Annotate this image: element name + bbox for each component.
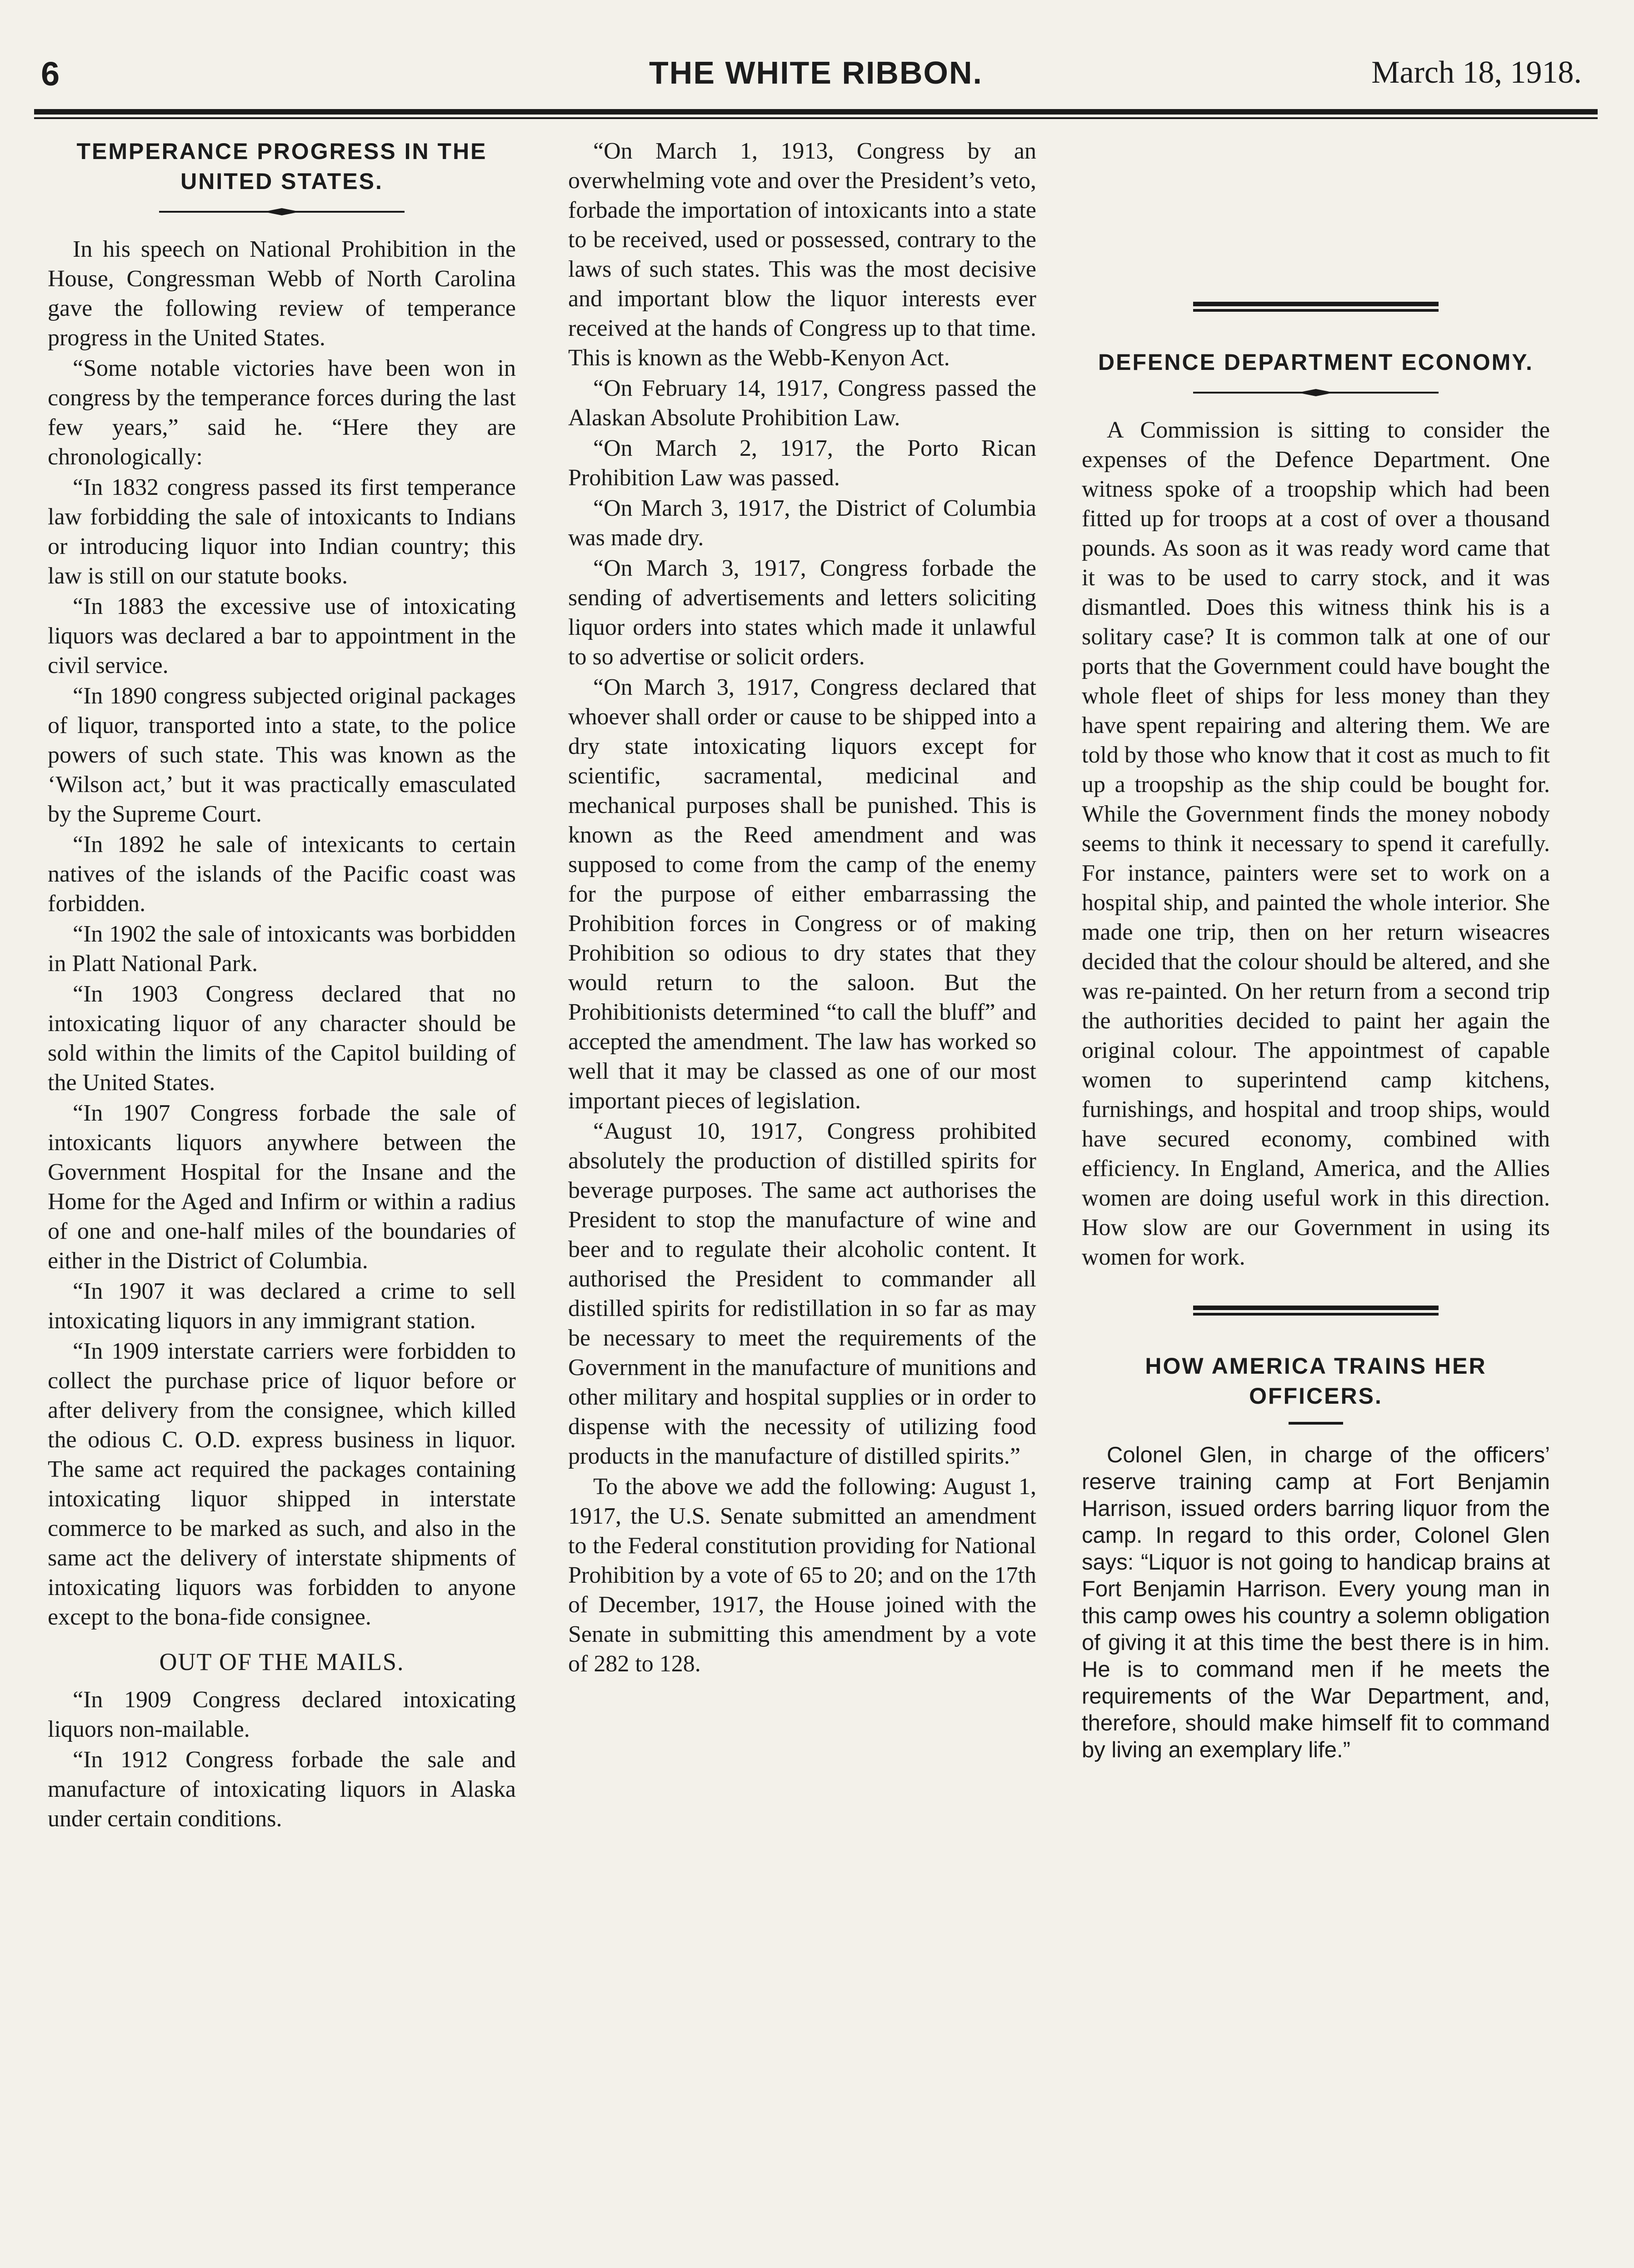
paragraph: “In 1903 Congress declared that no intoxicating liquor of any character should be sold within the limits of the Capitol building of the United States. bbox=[48, 981, 516, 1096]
article-heading-defence: DEFENCE DEPARTMENT ECONOMY. bbox=[1098, 349, 1534, 375]
issue-date: March 18, 1918. bbox=[1371, 55, 1582, 90]
paragraph: “In 1902 the sale of intoxicants was borbidden in Platt National Park. bbox=[48, 921, 516, 977]
paragraph: “Some notable victories have been won in congress by the temperance forces during the last few years,” said he. “Here they are chronologically: bbox=[48, 355, 516, 470]
section-separator bbox=[1193, 300, 1439, 315]
section-separator bbox=[1193, 1304, 1439, 1319]
paragraph: “In 1907 it was declared a crime to sell intoxicating liquors in any immigrant station. bbox=[48, 1278, 516, 1334]
article-america-body bbox=[1082, 1442, 1550, 1764]
paragraph: “August 10, 1917, Congress prohibited absolutely the production of distilled spirits for beverage purposes. The same act authorises the President to stop the manufacture of wine and beer and to regulate their alcoholic content. It authorised the President to commander all distilled spirits for redistillation in so far as may be necessary to meet the requirements of the Government in the manufacture of munitions and other military and hospital supplies or in order to dispense with the necessity of utilizing food products in the manufacture of distilled spirits.” bbox=[568, 1118, 1036, 1469]
column-3 bbox=[1082, 136, 1550, 1765]
paragraph: “In 1909 Congress declared intoxicating liquors non-mailable. bbox=[48, 1687, 516, 1742]
paragraph: “On February 14, 1917, Congress passed the Alaskan Absolute Prohibition Law. bbox=[568, 375, 1036, 431]
column-1 bbox=[48, 136, 516, 1834]
masthead-rule bbox=[34, 109, 1598, 115]
publication-title: THE WHITE RIBBON. bbox=[649, 55, 983, 90]
paragraph: “In 1892 he sale of intexicants to certain natives of the islands of the Pacific coast was forbidden. bbox=[48, 832, 516, 917]
paragraph: “On March 3, 1917, Congress declared that whoever shall order or cause to be shipped into a dry state intoxicating liquors except for scientific, sacramental, medicinal and mechanical purposes shall be punished. This is known as the Reed amendment and was supposed to come from the camp of the enemy for the purpose of either embarrassing the Prohibition forces in Congress or of making Prohibition so odious to dry states that they would return to the saloon. But the Prohibitionists determined “to call the bluff” and accepted the amendment. The law has worked so well that it may be classed as one of our most important pieces of legislation. bbox=[568, 674, 1036, 1114]
paragraph: “In 1907 Congress forbade the sale of intoxicants liquors anywhere between the Government Hospital for the Insane and the Home for the Aged and Infirm or within a radius of one and one-half miles of the boundaries of either in the District of Columbia. bbox=[48, 1100, 516, 1274]
ornament-divider bbox=[1193, 388, 1439, 397]
subheading-out-of-the-mails: OUT OF THE MAILS. bbox=[159, 1648, 405, 1675]
short-rule bbox=[1289, 1422, 1343, 1425]
paragraph: “In 1909 interstate carriers were forbidden to collect the purchase price of liquor before or after delivery from the consignee, which killed the odious C. O.D. express business in liquor. The same act required the packages containing intoxicating liquor shipped in interstate commerce to be marked as such, and also in the same act the delivery of interstate shipments of intoxicating liquors was forbidden to anyone except to the bona-fide consignee. bbox=[48, 1338, 516, 1630]
paragraph: “On March 3, 1917, Congress forbade the sending of advertisements and letters soliciting liquor orders into states which made it unlawful to so advertise or solicit orders. bbox=[568, 555, 1036, 670]
paragraph: “In 1890 congress subjected original packages of liquor, transported into a state, to the police powers of such state. This was known as the ‘Wilson act,’ but it was practically emasculated by the Supreme Court. bbox=[48, 683, 516, 827]
ornament-divider bbox=[159, 207, 405, 216]
paragraph: “On March 1, 1913, Congress by an overwhelming vote and over the President’s veto, forbade the importation of intoxicants into a state to be received, used or possessed, contrary to the laws of such states. This was the most decisive and important blow the liquor interests ever received at the hands of Congress up to that time. This is known as the Webb-Kenyon Act. bbox=[568, 138, 1036, 371]
paragraph: “In 1832 congress passed its first temperance law forbidding the sale of intoxicants to Indians or introducing liquor into Indian country; this law is still on our statute books. bbox=[48, 474, 516, 589]
column-2 bbox=[568, 136, 1036, 1680]
paragraph: “In 1912 Congress forbade the sale and manufacture of intoxicating liquors in Alaska under certain conditions. bbox=[48, 1747, 516, 1832]
paragraph: “In 1883 the excessive use of intoxicating liquors was declared a bar to appointment in the civil service. bbox=[48, 593, 516, 678]
paragraph: “On March 3, 1917, the District of Columbia was made dry. bbox=[568, 495, 1036, 551]
paragraph: “On March 2, 1917, the Porto Rican Prohibition Law was passed. bbox=[568, 435, 1036, 491]
paragraph: In his speech on National Prohibition in the House, Congressman Webb of North Carolina gave the following review of temperance progress in the United States. bbox=[48, 236, 516, 351]
paragraph: Colonel Glen, in charge of the officers’ reserve training camp at Fort Benjamin Harrison, issued orders barring liquor from the camp. In regard to this order, Colonel Glen says: “Liquor is not going to handicap brains at Fort Benjamin Harrison. Every young man in this camp owes his country a solemn obligation of giving it at this time the best there is in him. He is to command men if he meets the requirements of the War Department, and, therefore, should make himself fit to command by living an exemplary life.” bbox=[1082, 1443, 1550, 1762]
article-heading-temperance: TEMPERANCE PROGRESS IN THE UNITED STATES. bbox=[76, 139, 487, 194]
masthead-rule-thin bbox=[34, 117, 1598, 119]
article-heading-america: HOW AMERICA TRAINS HER OFFICERS. bbox=[1145, 1353, 1487, 1409]
masthead bbox=[32, 55, 1600, 105]
paragraph: To the above we add the following: August 1, 1917, the U.S. Senate submitted an amendment to the Federal constitution providing for National Prohibition by a vote of 65 to 20; and on the 17th of December, 1917, the House joined with the Senate in submitting this amendment by a vote of 282 to 128. bbox=[568, 1474, 1036, 1677]
paragraph: A Commission is sitting to consider the expenses of the Defence Department. One witness spoke of a troopship which had been fitted up for troops at a cost of over a thousand pounds. As soon as it was ready word came that it was to be used to carry stock, and it was dismantled. Does this witness think his is a solitary case? It is common talk at one of our ports that the Government could have bought the whole fleet of ships for less money than they have spent repairing and altering them. We are told by those who know that it cost as much to fit up a troopship as the ship could be bought for. While the Government finds the money nobody seems to think it necessary to spend it carefully. For instance, painters were set to work on a hospital ship, and painted the whole interior. She made one trip, then on her return wiseacres decided that the colour should be altered, and she was re-painted. On her return from a second trip the authorities decided to paint her again the original colour. The appointmest of capable women to superintend camp kitchens, furnishings, and hospital and troop ships, would have secured economy, combined with efficiency. In England, America, and the Allies women are doing useful work in this direction. How slow are our Government in using its women for work. bbox=[1082, 417, 1550, 1270]
page-number: 6 bbox=[41, 55, 60, 93]
